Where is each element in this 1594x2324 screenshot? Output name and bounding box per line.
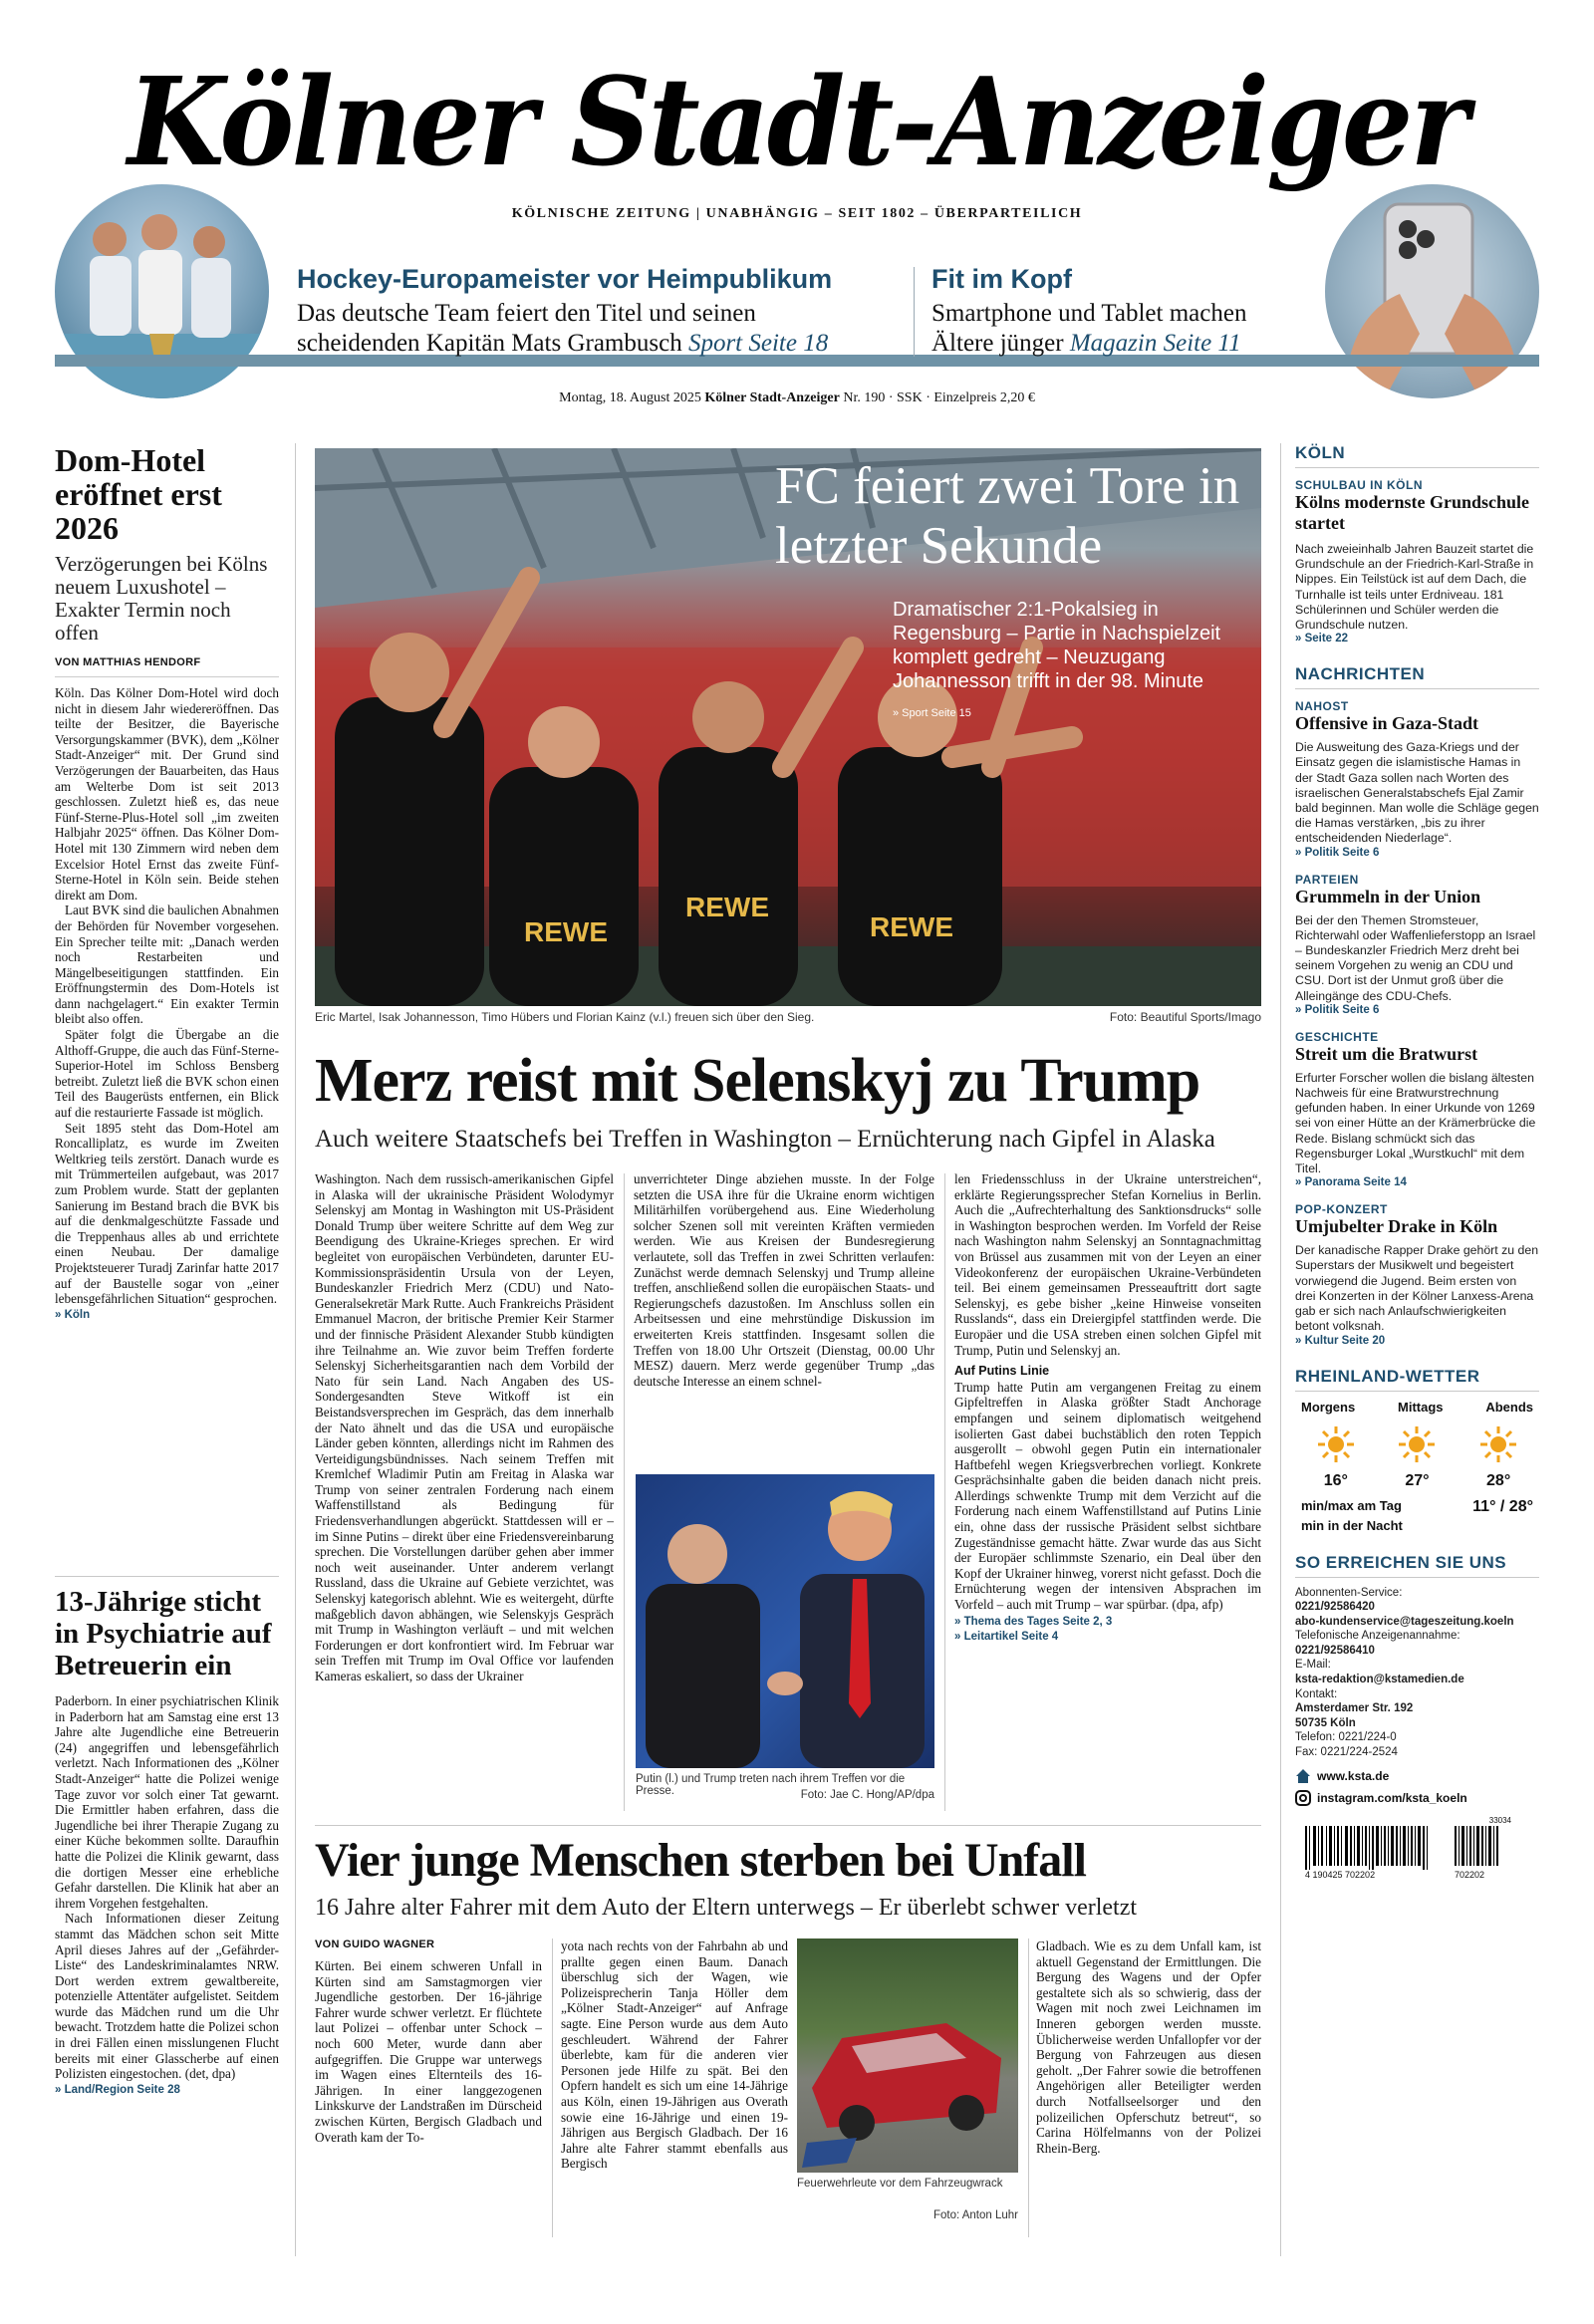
sun-icon bbox=[1397, 1424, 1437, 1464]
contact-block: Abonnenten-Service: 0221/92586420 abo-kundenservice@tageszeitung.koeln Telefonische Anzeigenannahme: 0221/92586410 E-Mail: ksta-redaktion@kstamedien.de Kontakt: Amsterdamer Str. 192 50735 Köln Telefon: 0221/224-0 Fax: 0221/224-2524 bbox=[1295, 1586, 1514, 1759]
brief-parteien[interactable] bbox=[1295, 873, 1539, 1016]
byline: VON MATTHIAS HENDORF bbox=[55, 656, 279, 677]
column-rule-right bbox=[1280, 443, 1281, 2256]
barcode-icon bbox=[1305, 1826, 1524, 1870]
byline: VON GUIDO WAGNER bbox=[315, 1938, 435, 1950]
brief-headline: Grummeln in der Union bbox=[1295, 886, 1481, 906]
divider bbox=[315, 1825, 1261, 1826]
weather-widget bbox=[1295, 1400, 1539, 1533]
weather-col-label: Mittags bbox=[1398, 1399, 1444, 1415]
story-psychiatrie[interactable] bbox=[55, 1586, 279, 2096]
column-rule bbox=[944, 1173, 945, 1811]
page-ref[interactable]: » Politik Seite 6 bbox=[1295, 1003, 1380, 1016]
column-rule bbox=[624, 1173, 625, 1811]
barcode-top: 33034 bbox=[1488, 1815, 1511, 1825]
weather-temp: 28° bbox=[1486, 1471, 1511, 1489]
putin-trump-photo[interactable] bbox=[636, 1474, 934, 1768]
column-rule-left bbox=[295, 443, 296, 2256]
jersey-text: REWE bbox=[685, 892, 769, 922]
photo-credit: Foto: Jae C. Hong/AP/dpa bbox=[800, 1789, 934, 1801]
article-body: Köln. Das Kölner Dom-Hotel wird doch nicht in diesem Jahr wiedereröffnen. Das teilte der Besitzer, die Bayerische Versorgungskammer (BVK), dem „Kölner Stadt-Anzeiger“ mit. Der Grund sind Verzögerungen der Bauarbeiten, das Haus am Welterbe Dom ist seit 2013 geschlossen. Zuletzt hieß es, das neue Fünf-Sterne-Plus-Hotel soll „im zweiten Halbjahr 2025“ öffnen. Das Kölner Dom-Hotel mit 130 Zimmern wird neben dem Excelsior Hotel Ernst das zweite Fünf-Sterne-Hotel in Köln sein. Beide stehen direkt am Dom. Laut BVK sind die baulichen Abnahmen der Behörden für November vorgesehen. Ein Sprecher teilte mit: „Danach werden noch Restarbeiten und Mängelbeseitigungen stattfinden. Ein Eröffnungstermin des Dom-Hotels ist dann nachgelagert.“ Ein exakter Termin bleibt also offen. Später folgt die Übergabe an die Althoff-Gruppe, die auch das Fünf-Sterne-Superior-Hotel im Schloss Bensberg betreibt. Zuletzt ließ die BVK schon einen Teil des Baugerüsts entfernen, ein Blick auf die restaurierte Fassade ist möglich. Seit 1895 steht das Dom-Hotel am Roncalliplatz, es wurde im Zweiten Weltkrieg teils zerstört. Danach wurde es mit Trümmerteilen aufgebaut, was 2017 zum Problem wurde. Statt der geplanten Sanierung im Bestand brach die BVK bis auf die denkmalgeschützte Fassade und die Treppenhaus alles ab und errichtete einen Neubau. Der damalige Projektsteuerer Turadj Zarinfar hatte 2017 auf der Baustelle sogar von „einer lebensgefährlichen Situation“ gesprochen. bbox=[55, 685, 279, 1307]
brief-pop-konzert[interactable] bbox=[1295, 1202, 1539, 1346]
brief-headline: Streit um die Bratwurst bbox=[1295, 1043, 1478, 1064]
page-ref[interactable]: » Kultur Seite 20 bbox=[1295, 1334, 1386, 1347]
divider bbox=[55, 1576, 279, 1577]
instagram-link[interactable]: instagram.com/ksta_koeln bbox=[1295, 1790, 1539, 1806]
main-headline[interactable]: Merz reist mit Selenskyj zu Trump bbox=[315, 1047, 1200, 1115]
photo-credit: Foto: Anton Luhr bbox=[932, 2209, 1018, 2221]
home-icon bbox=[1295, 1768, 1311, 1784]
kicker: GESCHICHTE bbox=[1295, 1029, 1379, 1044]
jersey-text: REWE bbox=[870, 911, 953, 942]
story-dom-hotel[interactable] bbox=[55, 443, 279, 1321]
photo-ref[interactable]: » Sport Seite 15 bbox=[893, 707, 971, 719]
brief-headline: Kölns modernste Grundschule startet bbox=[1295, 492, 1530, 533]
instagram-icon bbox=[1295, 1790, 1311, 1806]
weather-col-label: Morgens bbox=[1301, 1399, 1356, 1415]
page-ref[interactable]: » Land/Region Seite 28 bbox=[55, 2083, 180, 2096]
teaser-divider bbox=[914, 267, 915, 357]
brief-text: Der kanadische Rapper Drake gehört zu den Superstars der Musikwelt und begeistert vorwiegend die Jugend. Beim ersten von drei Konzerten in der Kölner Lanxess-Arena gab er sich nach Anlaufschwierigkeiten betont volksnah. bbox=[1295, 1243, 1539, 1334]
section-nachrichten: NACHRICHTEN bbox=[1295, 664, 1539, 689]
teaser-fit-im-kopf[interactable] bbox=[931, 264, 1310, 359]
second-subheadline: 16 Jahre alter Fahrer mit dem Auto der Eltern unterwegs – Er überlebt schwer verletzt bbox=[315, 1895, 1138, 1921]
second-col-2: yota nach rechts von der Fahrbahn ab und prallte gegen einen Baum. Danach überschlug sich der Wagen, wie Polizeisprecherin Tanja Höller dem „Kölner Stadt-Anzeiger“ auf Anfrage sagte. Eine Person wurde aus dem Auto geschleudert. Während der Fahrer überlebte, kam für die anderen vier Personen jede Hilfe zu spät. Bei den Opfern handelt es sich um eine 14-Jährige aus Köln, einen 19-Jährigen aus Overath sowie eine 16-Jährige und einen 19-Jährigen aus Bergisch Gladbach. Der 16 Jahre alte Fahrer stammt ebenfalls aus Bergisch bbox=[561, 1938, 788, 2172]
second-headline[interactable]: Vier junge Menschen sterben bei Unfall bbox=[315, 1834, 1086, 1887]
main-col-1: Washington. Nach dem russisch-amerikanischen Gipfel in Alaska will der ukrainische Präsident Wolodymyr Selenskyj am Montag in Washington mit US-Präsident Donald Trump über weitere Schritte auf dem Weg zur Beendigung des Ukraine-Krieges sprechen. Er wird begleitet von europäischen Verbündeten, darunter EU-Kommissionspräsidentin Ursula von der Leyen, Bundeskanzler Friedrich Merz (CDU) und Nato-Generalsekretär Mark Rutte. Auch Frankreichs Präsident Emmanuel Macron, der britische Premier Keir Starmer und der finnische Präsident Alexander Stubb kündigten ihre Teilnahme an. Wie zuvor beim Treffen forderte Selenskyj Sicherheitsgarantien nach dem Vorbild der Nato für sein Land. Nach Angaben des US-Sondergesandten Steve Witkoff ist ein Beistandsversprechen im Gespräch, das dem innerhalb der Nato ähnelt und das die USA und europäische Länder geben könnten, allerdings nicht im Rahmen des Verteidigungsbündnisses. Nach seinem Treffen mit Kremlchef Wladimir Putin am Freitag in Alaska war Trump von seiner zentralen Forderung nach einem Waffenstillstand als Bedingung für Friedensverhandlungen abgerückt. Stattdessen will er – im Sinne Putins – direkt über eine Friedensvereinbarung sprechen. Die Vorstellungen darüber gehen aber immer noch weit auseinander. Unter anderem verlangt Russland, dass die Ukraine auf Gebiete verzichtet, was Selenskyj kategorisch ablehnt. Wie es weitergeht, dürfte maßgeblich davon abhängen, wie Selenskyjs Gespräch mit Trump in Washington verläuft – und mit welchen Forderungen er dort konfrontiert wird. Im Februar war sein Treffen mit Trump im Oval Office vor laufenden Kameras eskaliert, so dass der Ukrainer bbox=[315, 1171, 614, 1683]
headline: 13-Jährige sticht in Psychiatrie auf Betreuerin ein bbox=[55, 1586, 272, 1681]
minmax-value: 11° / 28° bbox=[1472, 1497, 1533, 1515]
weather-temp: 16° bbox=[1323, 1471, 1348, 1489]
column-rule bbox=[552, 1938, 553, 2237]
issue-info: Nr. 190 · SSK · Einzelpreis 2,20 € bbox=[843, 390, 1035, 405]
crash-photo[interactable] bbox=[797, 1938, 1018, 2173]
weather-temp: 27° bbox=[1405, 1471, 1430, 1489]
main-col-3: len Friedensschluss in der Ukraine unterstreichen“, erklärte Regierungssprecher Stefan Kornelius in Berlin. Auch die „Aufrechterhaltung des Sanktionsdrucks“ solle in Washington besprochen werden. Im Vorfeld der Reise nach Washington nahm Selenskyj an Sonntagnachmittag von Brüssel aus zusammen mit von der Leyen an einer Videokonferenz der europäischen Ukraine-Verbündeten teil. Bei einem gemeinsamen Presseauftritt dort sagte Selenskyj, es gebe bisher „keine Hinweise vonseiten Russlands“, dass ein Dreiergipfel stattfinden werde. Die Europäer und die USA streben einen solchen Gipfel mit Trump, Putin und Selenskyj an. Auf Putins Linie Trump hatte Putin am vergangenen Freitag zu einem Gipfeltreffen in Alaska größter Stadt Anchorage empfangen und seinem diplomatisch weitgehend isolierten Gast dabei buchstäblich den roten Teppich ausgerollt – obwohl gegen Putin ein internationaler Haftbefehl wegen Kriegsverbrechen vorliegt. Konkrete Gesprächsinhalte gaben die beiden danach nicht preis. Allerdings schwenkte Trump mit dem Verzicht auf die Forderung nach einem Waffenstillstand auf Putins Linie ein, ohne dass der russische Präsident selbst sichtbare Zugeständnisse gemacht hätte. Zwar wurde das aus Sicht der Europäer schlimmste Szenario, ein Deal über den Kopf der Ukrainer hinweg, vorerst nicht gefasst. Doch die Ernüchterung wegen der intensiven Absprachen im Vorfeld – auch mit Trump – war spürbar. (dpa, afp) » Thema des Tages Seite 2, 3 » Leitartikel Seite 4 bbox=[954, 1171, 1261, 1811]
page-ref[interactable]: » Seite 22 bbox=[1295, 633, 1349, 646]
lead-photo[interactable] bbox=[315, 448, 1261, 1006]
brief-headline: Offensive in Gaza-Stadt bbox=[1295, 713, 1478, 734]
article-body: Paderborn. In einer psychiatrischen Klinik in Paderborn hat am Samstag eine erst 13 Jahre alte Jugendliche eine Betreuerin (24) angegriffen und lebensgefährlich verletzt. Nach Informationen des „Kölner Stadt-Anzeiger“ hatte die Polizei wenige Tage zuvor vor solch einer Tat gewarnt. Die Ermittler haben erfahren, dass die Jugendliche bei ihrer Therapie Zugang zu einer Küche bekommen sollte. Daraufhin hatte die Polizei die Klinik gewarnt, dass die dortigen Messer eine erhebliche Gefahr darstellen. Die Klinik hat aber an ihrem Vorgehen festgehalten. Nach Informationen dieser Zeitung stammt das Mädchen schon seit Mitte April dieses Jahres auf der „Gefährder-Liste“ des Landeskriminalamtes NRW. Dort werden extrem gewaltbereite, potenzielle Attentäter aufgelistet. Seitdem wurde das Mädchen rund um die Uhr bewacht. Trotzdem hatte die Polizei schon in drei Fällen einen misslungenen Flucht bereits mit einer Glasscherbe auf einen Polizisten eingestochen. (det, dpa) bbox=[55, 1693, 279, 2082]
kicker: PARTEIEN bbox=[1295, 872, 1359, 887]
page-ref[interactable]: » Thema des Tages Seite 2, 3 bbox=[954, 1615, 1113, 1628]
sun-icon bbox=[1316, 1424, 1356, 1464]
teaser-ref: Magazin Seite 11 bbox=[1069, 330, 1241, 357]
headline: Dom-Hotel eröffnet erst 2026 bbox=[55, 442, 222, 546]
barcode-number: 4 190425 702202 bbox=[1305, 1869, 1376, 1880]
photo-caption: Eric Martel, Isak Johannesson, Timo Hübers und Florian Kainz (v.l.) freuen sich über den Sieg. bbox=[315, 1010, 815, 1024]
photo-caption: Putin (l.) und Trump treten nach ihrem Treffen vor die Presse. bbox=[636, 1773, 906, 1797]
brief-nahost[interactable] bbox=[1295, 699, 1539, 858]
brief-text: Die Ausweitung des Gaza-Kriegs und der Einsatz gegen die islamistische Hamas in der Stadt Gaza sollen nach Worten des israelischen Generalstabschefs Ejal Zamir bald beginnen. Man wolle die Schläge gegen die Hamas verstärken, „bis zu ihrer entscheidenden Niederlage“. bbox=[1295, 740, 1539, 846]
night-label: min in der Nacht bbox=[1301, 1517, 1403, 1533]
masthead-title: Kölner Stadt-Anzeiger bbox=[128, 50, 1466, 193]
paper-name: Kölner Stadt-Anzeiger bbox=[704, 390, 840, 405]
barcode-number-2: 702202 bbox=[1455, 1869, 1485, 1880]
date: Montag, 18. August 2025 bbox=[559, 390, 701, 405]
column-rule bbox=[1028, 1938, 1029, 2237]
section-wetter: RHEINLAND-WETTER bbox=[1295, 1367, 1539, 1392]
brief-geschichte[interactable] bbox=[1295, 1030, 1539, 1188]
subheading: Auf Putins Linie bbox=[954, 1364, 1050, 1379]
photo-headline: FC feiert zwei Tore in letzter Sekunde bbox=[775, 457, 1240, 575]
page-ref[interactable]: » Politik Seite 6 bbox=[1295, 846, 1380, 859]
section-contact: SO ERREICHEN SIE UNS bbox=[1295, 1553, 1539, 1578]
photo-caption: Feuerwehrleute vor dem Fahrzeugwrack bbox=[797, 2178, 1003, 2190]
minmax-label: min/max am Tag bbox=[1301, 1497, 1402, 1513]
main-col-2: unverrichteter Dinge abziehen musste. In der Folge setzten die USA ihre für die Ukraine enorm wichtigen Militärhilfen vorübergehend aus. Eine Wiederholung solcher Szenen soll mit vereinten Kräften vermieden werden. Wie aus Kreisen der Bundesregierung verlautete, soll das Treffen in zwei Schritten verlaufen: Zunächst werde demnach Selenskyj und Trump alleine treffen, anschließend sollen die europäischen Staats- und Regierungschefs dazustoßen. Im Anschluss sollen ein Arbeitsessen und eine mehrstündige Diskussion im erweiterten Kreis stattfinden. Insgesamt sollen die Treffen von 18.00 Uhr Ortszeit (Dienstag, 00.00 Uhr MESZ) dauern. Merz werde gegenüber Trump „das deutsche Interesse an einem schnel- bbox=[634, 1171, 934, 1389]
teaser-ref: Sport Seite 18 bbox=[687, 330, 829, 357]
brief-text: Erfurter Forscher wollen die bislang ältesten Nachweis für eine Bratwurstrechnung gefunden haben. In einer Urkunde von 1269 sei von einer Hütte an der Krämerbrücke die Rede. Bislang schmückt sich das Regensburger Lokal „Wurstkuchl“ mit dem Titel. bbox=[1295, 1070, 1536, 1176]
right-sidebar bbox=[1295, 443, 1539, 1880]
teaser-hockey[interactable] bbox=[297, 264, 895, 359]
kicker: POP-KONZERT bbox=[1295, 1202, 1388, 1217]
teaser-title: Fit im Kopf bbox=[931, 264, 1072, 294]
teaser-text: Das deutsche Team feiert den Titel und seinen scheidenden Kapitän Mats Grambusch Sport Seite 18 bbox=[297, 300, 829, 357]
second-col-1: Kürten. Bei einem schweren Unfall in Kürten sind am Samstagmorgen vier Jugendliche gestorben. Der 16-jährige Fahrer wurde schwer verletzt. Er flüchtete laut Polizei – offenbar unter Schock – noch 600 Meter, wurde dann aber aufgegriffen. Die Gruppe war unterwegs im Wagen eines Elternteils des 16-Jährigen. In einer langgezogenen Linkskurve der Landstraßen im Dürscheid zwischen Kürten, Bergisch Gladbach und Overath kam der To- bbox=[315, 1958, 542, 2145]
brief-schulbau[interactable] bbox=[1295, 478, 1539, 645]
barcode bbox=[1295, 1816, 1539, 1880]
weather-col-label: Abends bbox=[1485, 1399, 1533, 1415]
jersey-text: REWE bbox=[524, 916, 608, 947]
section-koeln: KÖLN bbox=[1295, 443, 1539, 468]
masthead-tagline: KÖLNISCHE ZEITUNG | UNABHÄNGIG – SEIT 1802 – ÜBERPARTEILICH bbox=[511, 206, 1083, 221]
teaser-title: Hockey-Europameister vor Heimpublikum bbox=[297, 264, 833, 294]
subheadline: Verzögerungen bei Kölns neuem Luxushotel – Exakter Termin noch offen bbox=[55, 552, 268, 645]
page-ref[interactable]: » Köln bbox=[55, 1308, 91, 1321]
page-ref[interactable]: » Panorama Seite 14 bbox=[1295, 1176, 1407, 1189]
photo-credit: Foto: Beautiful Sports/Imago bbox=[1109, 1010, 1261, 1024]
teaser-text: Smartphone und Tablet machen Ältere jünger Magazin Seite 11 bbox=[931, 300, 1247, 357]
kicker: SCHULBAU IN KÖLN bbox=[1295, 478, 1423, 492]
brief-headline: Umjubelter Drake in Köln bbox=[1295, 1216, 1498, 1237]
second-col-3: Gladbach. Wie es zu dem Unfall kam, ist aktuell Gegenstand der Ermittlungen. Die Bergung des Wagens und der Opfer gestaltete sich als so schwierig, dass der Wagen mit noch zwei Leichnamen im Inneren geborgen werden musste. Üblicherweise werden Unfallopfer vor der Bergung von Fahrzeugen aus diesen geholt. „Der Fahrer sowie die betroffenen Angehörigen aller Beteiligter werden durch Notfallseelsorger und den polizeilichen Opferschutz betreut“, so Carina Hölfelmanns von der Polizei Rhein-Berg. bbox=[1036, 1938, 1261, 2156]
dateline bbox=[0, 390, 1594, 406]
web-link[interactable]: www.ksta.de bbox=[1295, 1768, 1539, 1784]
page-ref[interactable]: » Leitartikel Seite 4 bbox=[954, 1631, 1059, 1644]
brief-text: Nach zweieinhalb Jahren Bauzeit startet die Grundschule an der Friedrich-Karl-Straße in Nippes. Ein Teilstück ist auf dem Dach, die Turnhalle ist teils unter Erdniveau. 181 Schülerinnen und Schüler werden die Grundschule nutzen. bbox=[1295, 542, 1534, 633]
kicker: NAHOST bbox=[1295, 699, 1349, 714]
sun-icon bbox=[1478, 1424, 1518, 1464]
photo-subheadline: Dramatischer 2:1-Pokalsieg in Regensburg – Partie in Nachspielzeit komplett gedreht – Neuzugang Johannesson trifft in der 98. Minute bbox=[893, 599, 1221, 692]
main-subheadline: Auch weitere Staatschefs bei Treffen in Washington – Ernüchterung nach Gipfel in Alaska bbox=[315, 1126, 1215, 1153]
brief-text: Bei der den Themen Stromsteuer, Richterwahl oder Waffenlieferstopp an Israel – Bundeskanzler Friedrich Merz dreht bei seinem Vorgehen zu wenig an CDU und CSU. Dort ist der Unmut groß über die Alleingänge des CDU-Chefs. bbox=[1295, 912, 1536, 1003]
